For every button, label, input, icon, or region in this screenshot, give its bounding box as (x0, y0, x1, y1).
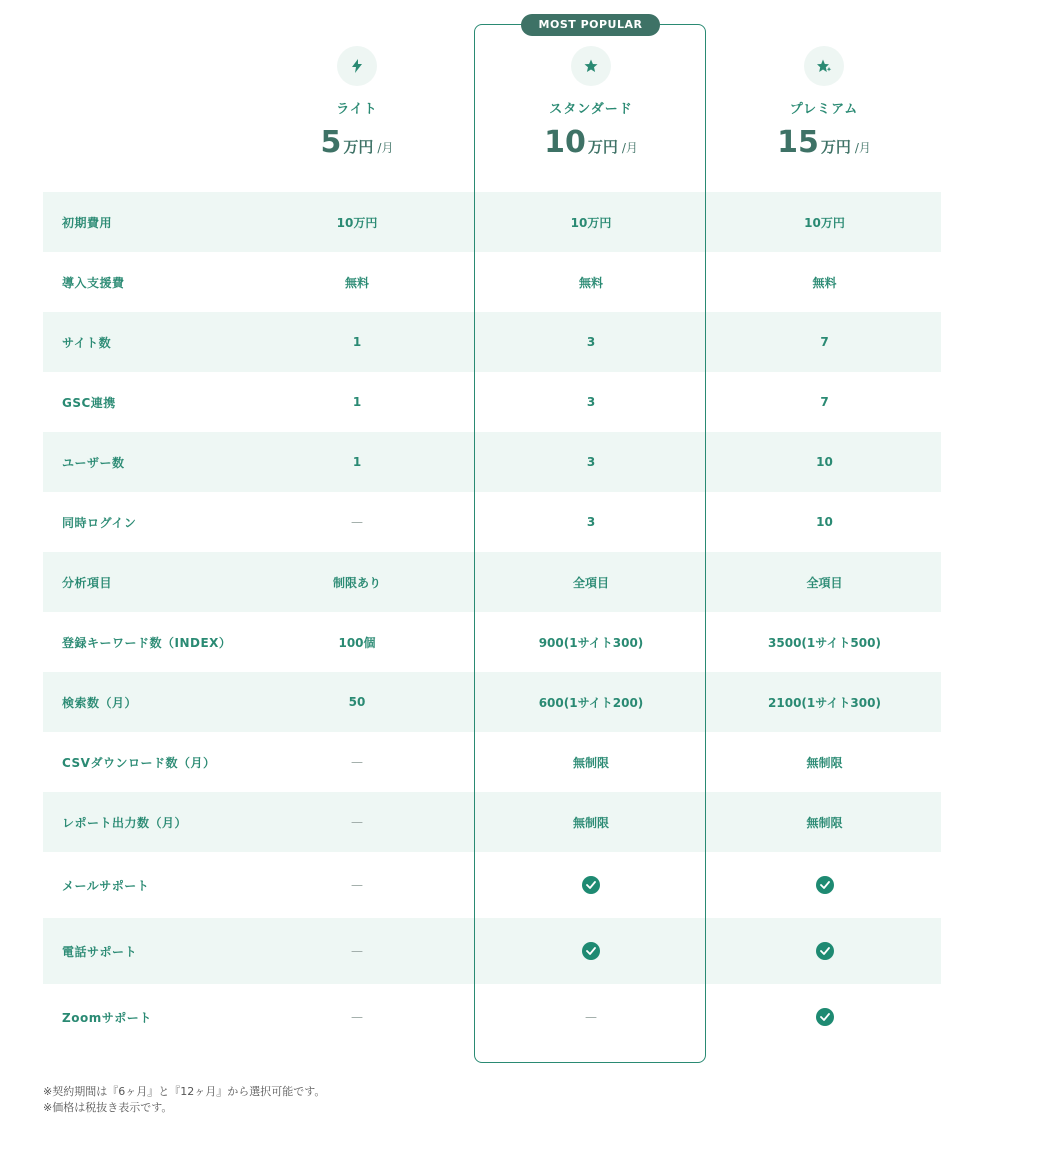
row-label: 電話サポート (62, 944, 138, 959)
value-cell: 制限あり (332, 575, 381, 590)
check-circle-icon (816, 942, 834, 960)
plan-header-lite (240, 46, 474, 160)
sparkle-star-icon (804, 46, 844, 86)
price-period: /月 (854, 141, 871, 155)
value-cell: 無制限 (572, 755, 609, 770)
value-cell: 全項目 (806, 575, 843, 590)
check-circle-icon (816, 876, 834, 894)
dash-cell: — (351, 515, 363, 529)
table-row (43, 672, 941, 732)
dash-cell: — (585, 1010, 597, 1024)
price-period: /月 (621, 141, 638, 155)
value-cell: 10 (816, 515, 833, 529)
value-cell: 3 (586, 335, 596, 349)
price-unit: 万円 (343, 138, 374, 156)
row-label: 登録キーワード数（INDEX） (62, 635, 232, 650)
value-cell: 7 (820, 395, 829, 409)
value-cell: 10万円 (804, 215, 845, 230)
value-cell: 600(1サイト200) (538, 695, 644, 710)
row-label: ユーザー数 (62, 455, 125, 470)
row-label: 初期費用 (62, 215, 113, 230)
row-label: メールサポート (62, 878, 150, 893)
value-cell: 無制限 (806, 815, 843, 830)
dash-cell: — (351, 878, 363, 892)
check-cell (708, 942, 941, 960)
value-cell: 無制限 (806, 755, 843, 770)
value-cell: 50 (348, 695, 366, 709)
check-cell (708, 1008, 941, 1026)
table-row (43, 372, 941, 432)
value-cell: 3500(1サイト500) (768, 635, 881, 650)
value-cell: 10万円 (570, 215, 612, 230)
table-row (43, 432, 941, 492)
dash-cell: — (351, 815, 363, 829)
price-period: /月 (377, 141, 394, 155)
row-label: 導入支援費 (62, 275, 125, 290)
star-icon (571, 46, 611, 86)
footnote: ※契約期間は『6ヶ月』と『12ヶ月』から選択可能です。 (43, 1085, 326, 1098)
dash-cell: — (351, 755, 363, 769)
check-circle-icon (582, 942, 600, 960)
check-cell (474, 942, 708, 960)
value-cell: 無料 (812, 275, 837, 290)
footnote: ※価格は税抜き表示です。 (43, 1101, 173, 1114)
plan-header-premium (707, 46, 941, 160)
table-row (43, 984, 941, 1050)
price-number: 10 (544, 125, 586, 160)
value-cell: 1 (352, 335, 362, 349)
check-cell (474, 876, 708, 894)
row-label: サイト数 (62, 335, 112, 350)
table-row (43, 252, 941, 312)
plan-name: プレミアム (789, 102, 859, 117)
table-row (43, 552, 941, 612)
plan-price (474, 125, 708, 160)
check-cell (708, 876, 941, 894)
value-cell: 無料 (578, 275, 603, 290)
table-row (43, 918, 941, 984)
value-cell: 100個 (338, 635, 376, 650)
price-number: 15 (777, 125, 819, 160)
table-row (43, 612, 941, 672)
value-cell: 1 (352, 395, 362, 409)
value-cell: 3 (586, 395, 596, 409)
value-cell: 全項目 (572, 575, 609, 590)
bolt-icon (337, 46, 377, 86)
dash-cell: — (351, 1010, 363, 1024)
table-row (43, 792, 941, 852)
plan-header-standard (474, 46, 708, 160)
row-label: 検索数（月） (62, 695, 138, 710)
value-cell: 1 (352, 455, 362, 469)
plan-price (240, 125, 474, 160)
value-cell: 900(1サイト300) (538, 635, 644, 650)
value-cell: 10 (816, 455, 833, 469)
value-cell: 無制限 (572, 815, 609, 830)
check-circle-icon (582, 876, 600, 894)
value-cell: 3 (586, 515, 596, 529)
table-row (43, 192, 941, 252)
value-cell: 3 (586, 455, 596, 469)
comparison-table (43, 192, 941, 1050)
row-label: レポート出力数（月） (62, 815, 188, 830)
table-row (43, 312, 941, 372)
price-unit: 万円 (820, 138, 851, 156)
dash-cell: — (351, 944, 363, 958)
value-cell: 10万円 (336, 215, 378, 230)
table-row (43, 732, 941, 792)
price-number: 5 (320, 125, 342, 160)
row-label: GSC連携 (62, 395, 116, 410)
value-cell: 無料 (344, 275, 369, 290)
row-label: 分析項目 (62, 575, 113, 590)
plan-name: スタンダード (549, 102, 633, 117)
value-cell: 2100(1サイト300) (768, 695, 881, 710)
table-row (43, 492, 941, 552)
row-label: 同時ログイン (62, 515, 137, 530)
plan-name: ライト (336, 102, 378, 117)
row-label: CSVダウンロード数（月） (62, 755, 216, 770)
price-unit: 万円 (587, 138, 618, 156)
plan-price (707, 125, 941, 160)
row-label: Zoomサポート (62, 1010, 152, 1025)
most-popular-badge: MOST POPULAR (521, 14, 660, 36)
check-circle-icon (816, 1008, 834, 1026)
table-row (43, 852, 941, 918)
value-cell: 7 (820, 335, 829, 349)
footnotes (43, 1084, 325, 1116)
